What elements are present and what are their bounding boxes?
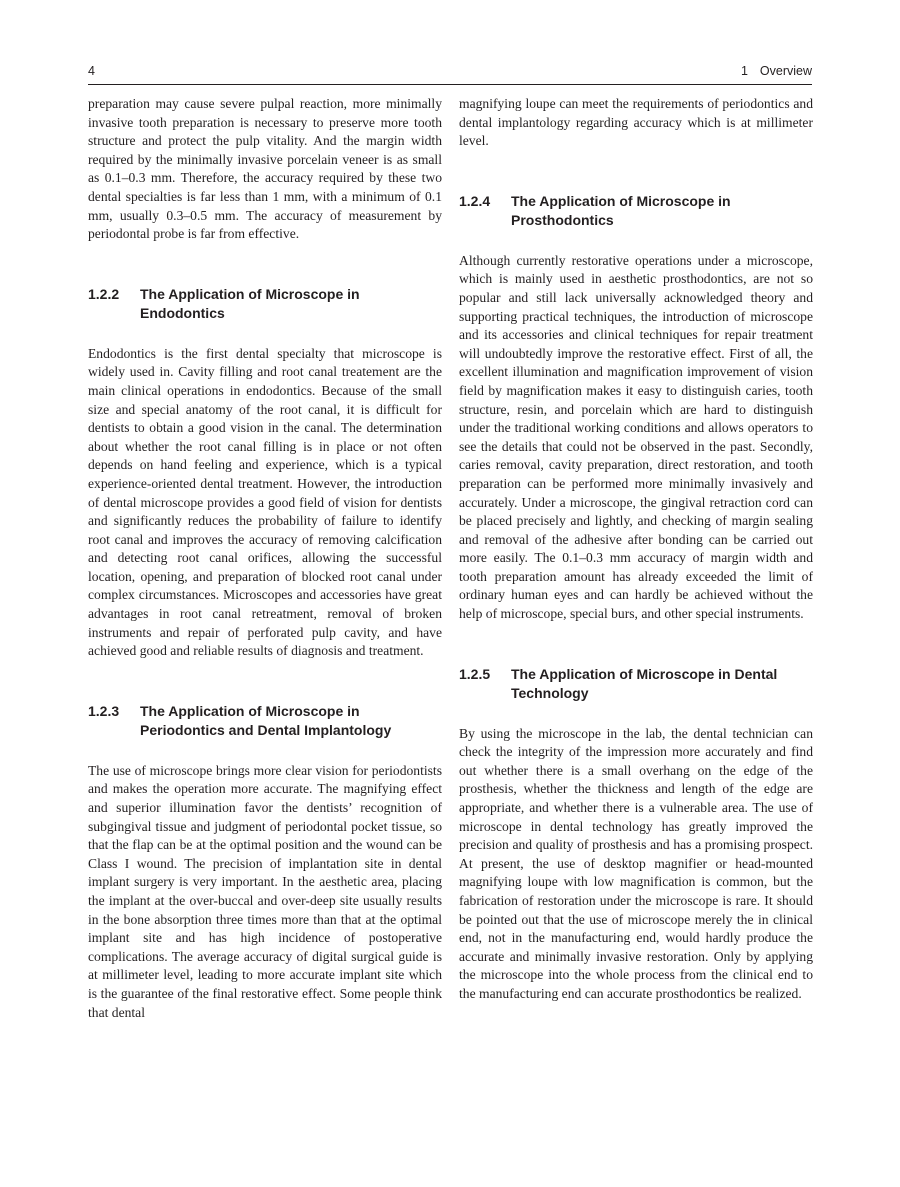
intro-paragraph: preparation may cause severe pulpal reaction, more minimally invasive tooth preparation is necessary to preserve more tooth structure and protect the pulp vitality. And the margin width required by the minimally invasive porcelain veneer is as small as 0.1–0.3 mm. Therefore, the accuracy required by these two dental specialties is far less than 1 mm, with a minimum of 0.1 mm, usually 0.3–0.5 mm. The accuracy of measurement by periodontal probe is far from effective. [88,96,442,242]
chapter-title: Overview [759,64,812,78]
section-number: 1.2.2 [88,285,120,302]
section-body-1-2-4: Although currently restorative operations under a microscope, which is mainly used in aesthetic prosthodontics, are not so popular and still lack universally acknowledged theory and supporting practical techniques, the introduction of microscope and its accessories and clinical techniques for repair treatment will undoubtedly improve the restorative effect. First of all, the excellent illumination and magnification improvement of vision field by magnification makes it easy to distinguish caries, tooth structure, resin, and porcelain which are hard to distinguish under the traditional working conditions and allows operators to see the details that could not be observed in the past. Secondly, caries removal, cavity preparation, direct restoration, and tooth preparation can be performed more minimally invasively and accurately. Under a microscope, the gingival retraction cord can be placed precisely and lightly, and checking of margin sealing and removal of the adhesive after bonding can be carried out more easily. The 0.1–0.3 mm accuracy of margin width and tooth preparation amount has already exceeded the limit of ordinary human eyes and can hardly be achieved without the help of microscope, special burs, and other special instruments. [459,252,813,622]
section-body-1-2-2: Endodontics is the first dental specialty that microscope is widely used in. Cavity filling and root canal treatement are the main clinical operations in endodontics. Because of the small size and special anatomy of the root canal, it is difficult for dentists to obtain a good vision in the canal. The determination about whether the root canal filling is in place or not often depends on hand feeling and experience, which is a typical experience-oriented dental treatment. However, the introduction of dental microscope provides a good field of vision for dentists and significantly reduces the probability of failure to identify root canal and improves the accuracy of removing calcification and detecting root canal orifices, allowing the successful location, opening, and preparation of blocked root canal under complex circumstances. Microscopes and accessories have great advantages in root canal retreatment, removal of broken instruments and repair of perforated pulp cavity, and have achieved good and reliable results of diagnosis and treatment. [88,345,442,659]
chapter-number: 1 [740,64,748,78]
section-heading-1-2-3 [88,702,442,740]
page-number: 4 [88,64,95,78]
running-head [741,64,812,78]
running-header [88,62,812,85]
section-heading-1-2-4 [459,192,813,230]
section-body-1-2-3: The use of microscope brings more clear vision for periodontists and makes the operation more accurate. The magnifying effect and superior illumination favor the dentists’ recognition of subgingival tissue and judgment of periodontal pocket tissue, so that the flap can be at the optimal position and the wound can be Class I wound. The precision of implantation site in dental implant surgery is very important. In the aesthetic area, placing the implant at the over-buccal and over-deep site usually results in the bone absorption three times more than that at the optimal implant site and has high incidence of postoperative complications. The average accuracy of digital surgical guide is at millimeter level, leading to more accurate implant site which is the guarantee of the final restorative effect. Some people think that dental [88,762,442,1020]
left-column [88,95,442,1022]
section-number: 1.2.4 [459,192,491,209]
section-number: 1.2.5 [459,665,491,682]
section-title: The Application of Microscope in Prosthodontics [511,192,731,228]
section-heading-1-2-5 [459,665,813,703]
section-number: 1.2.3 [88,702,120,719]
right-column [459,95,813,1004]
section-title: The Application of Microscope in Dental Technology [511,665,778,701]
section-body-1-2-5: By using the microscope in the lab, the dental technician can check the integrity of the impression more accurately and find out whether there is a small overhang on the edge of the prosthesis, whether the thickness and length of the edge are appropriate, and whether there is a vulnerable area. The use of microscope in dental technology has greatly improved the precision and quality of prosthesis and has a promising prospect. At present, the use of desktop magnifier or head-mounted magnifying loupe with low magnification is common, but the fabrication of restoration under the microscope is rare. It should be pointed out that the use of microscope merely the in clinical end, not in the manufacturing end, would hardly produce the accurate and minimally invasive restoration. Only by applying the microscope into the whole process from the clinical end to the manufacturing end can accurate prosthodontics be realized. [459,725,813,1001]
section-title: The Application of Microscope in Endodontics [140,285,360,321]
continued-paragraph: magnifying loupe can meet the requirements of periodontics and dental implantology regarding accuracy which is at millimeter level. [459,96,813,149]
section-heading-1-2-2 [88,285,442,323]
section-title: The Application of Microscope in Periodontics and Dental Implantology [140,702,392,738]
